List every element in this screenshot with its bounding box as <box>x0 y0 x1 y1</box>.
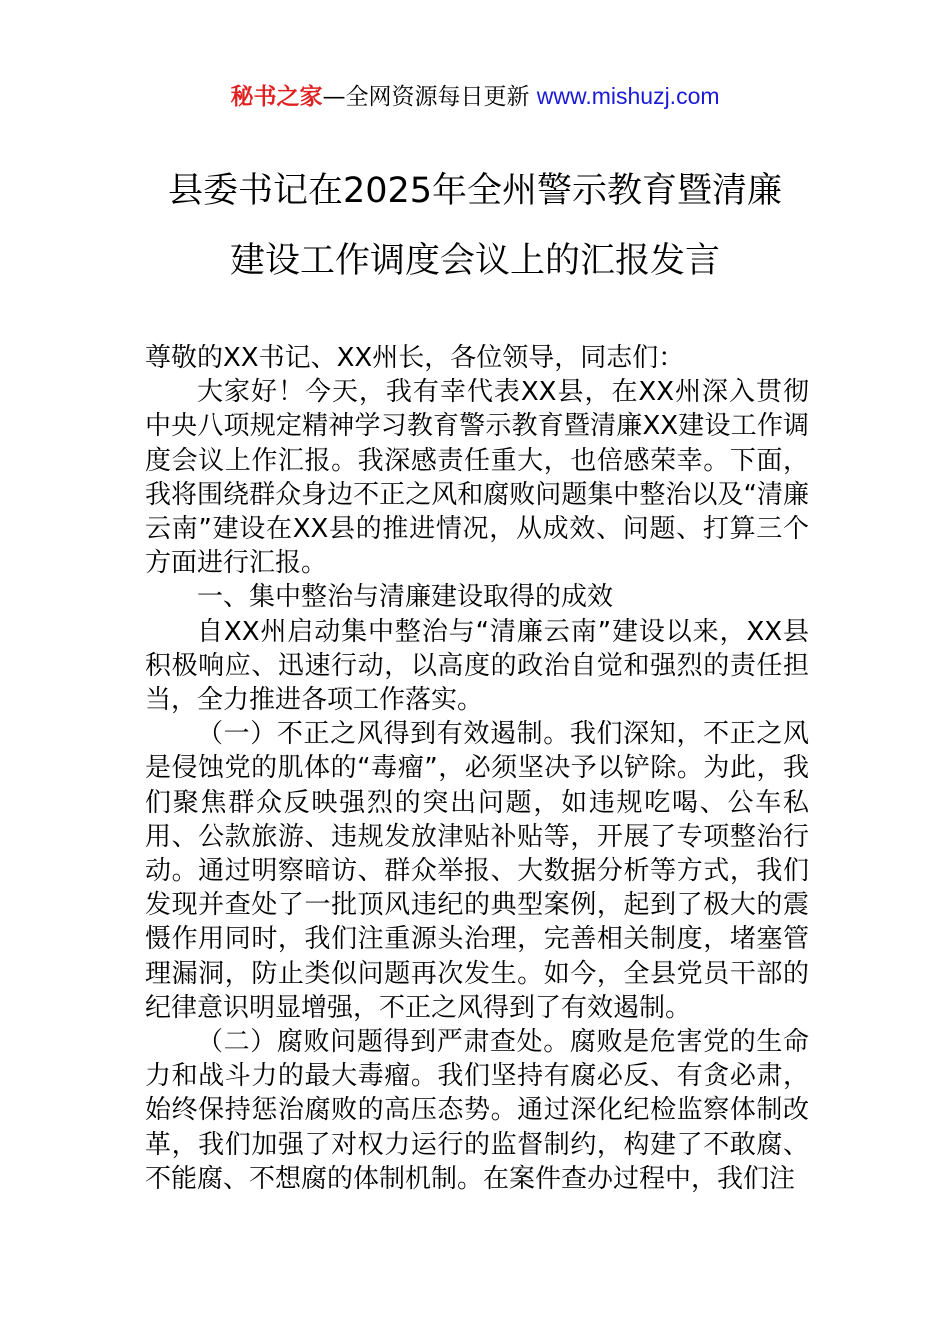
document-title-line-1: 县委书记在2025年全州警示教育暨清廉 <box>167 171 783 211</box>
document-title <box>0 156 950 296</box>
paragraph-section-1-intro: 自XX州启动集中整治与“清廉云南”建设以来，XX县积极响应、迅速行动，以高度的政治自觉和强烈的责任担当，全力推进各项工作落实。 <box>145 616 809 716</box>
site-brand: 秘书之家 <box>230 84 323 110</box>
salutation: 尊敬的XX书记、XX州长，各位领导，同志们： <box>145 343 685 373</box>
document-title-line-2: 建设工作调度会议上的汇报发言 <box>229 241 720 281</box>
site-tagline: —全网资源每日更新 <box>322 84 537 110</box>
document-body <box>145 341 809 1196</box>
paragraph-subsection-1: （一）不正之风得到有效遏制。我们深知，不正之风是侵蚀党的肌体的“毒瘤”，必须坚决予以铲除。为此，我们聚焦群众反映强烈的突出问题，如违规吃喝、公车私用、公款旅游、违规发放津贴补贴等，开展了专项整治行动。通过明察暗访、群众举报、大数据分析等方式，我们发现并查处了一批顶风违纪的典型案例，起到了极大的震慑作用同时，我们注重源头治理，完善相关制度，堵塞管理漏洞，防止类似问题再次发生。如今，全县党员干部的纪律意识明显增强，不正之风得到了有效遏制。 <box>145 719 809 1023</box>
paragraph-subsection-2: （二）腐败问题得到严肃查处。腐败是危害党的生命力和战斗力的最大毒瘤。我们坚持有腐必反、有贪必肃，始终保持惩治腐败的高压态势。通过深化纪检监察体制改革，我们加强了对权力运行的监督制约，构建了不敢腐、不能腐、不想腐的体制机制。在案件查办过程中，我们注 <box>145 1027 809 1194</box>
paragraph-opening: 大家好！今天，我有幸代表XX县，在XX州深入贯彻中央八项规定精神学习教育警示教育暨清廉XX建设工作调度会议上作汇报。我深感责任重大，也倍感荣幸。下面，我将围绕群众身边不正之风和腐败问题集中整治以及“清廉云南”建设在XX县的推进情况，从成效、问题、打算三个方面进行汇报。 <box>145 377 809 579</box>
site-url-link[interactable]: www.mishuzj.com <box>536 83 720 109</box>
site-header <box>0 82 950 111</box>
section-heading-1: 一、集中整治与清廉建设取得的成效 <box>197 582 614 613</box>
